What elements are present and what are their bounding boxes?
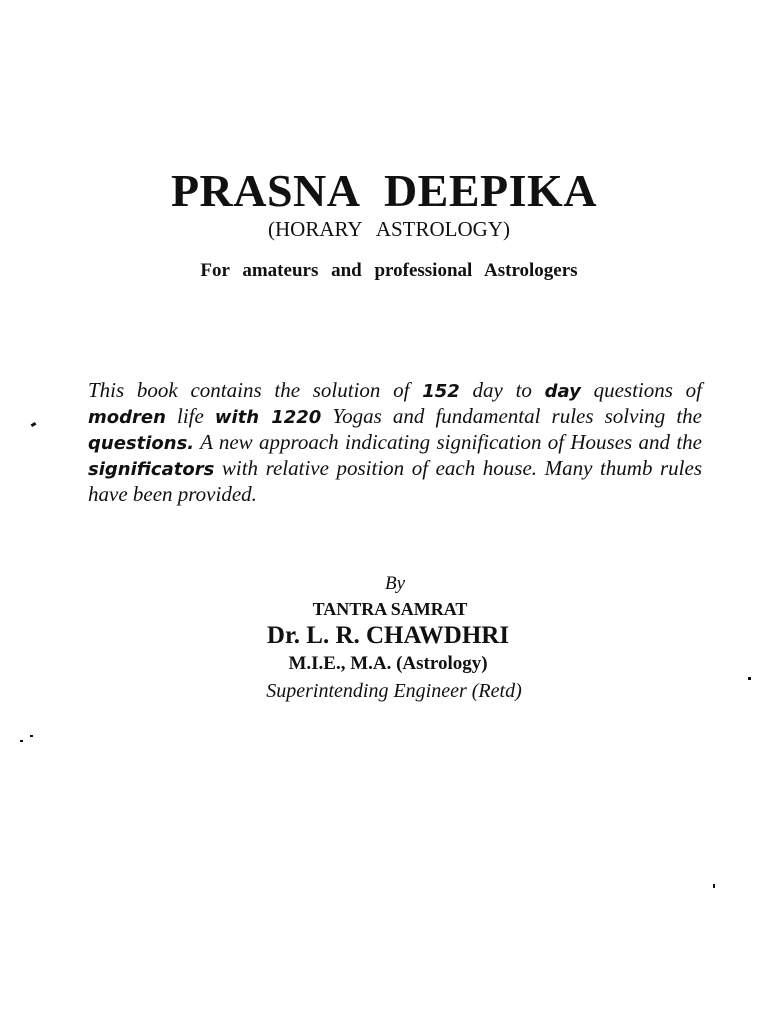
- scan-speck: [31, 422, 37, 427]
- description-emphasis: day: [544, 381, 581, 402]
- book-title: PRASNA DEEPIKA: [170, 165, 598, 216]
- author-name: Dr. L. R. CHAWDHRI: [266, 622, 510, 649]
- audience-line: For amateurs and professional Astrologers: [200, 260, 578, 281]
- book-description: [88, 378, 702, 506]
- description-text: life: [165, 404, 215, 428]
- description-text: with relative position of each house. Many thumb rules have been provided.: [88, 456, 702, 506]
- description-emphasis: modren: [88, 407, 166, 428]
- description-emphasis: questions.: [88, 433, 195, 454]
- scan-speck: [20, 740, 23, 742]
- description-emphasis: 152: [422, 381, 460, 402]
- scan-speck: [30, 735, 33, 737]
- description-text: day to: [459, 378, 545, 402]
- description-text: This book contains the solution of: [88, 378, 423, 402]
- scan-speck: [713, 884, 715, 888]
- book-subtitle: (HORARY ASTROLOGY): [268, 217, 510, 241]
- by-label: By: [384, 573, 406, 594]
- description-text: questions of: [580, 378, 703, 402]
- author-qualifications: M.I.E., M.A. (Astrology): [288, 653, 488, 674]
- description-emphasis: with 1220: [214, 407, 322, 428]
- author-position: Superintending Engineer (Retd): [266, 680, 522, 702]
- scan-speck: [748, 677, 751, 680]
- author-honorific: TANTRA SAMRAT: [312, 599, 468, 619]
- description-text: A new approach indicating signification of Houses and the: [194, 430, 702, 454]
- description-emphasis: significators: [88, 459, 215, 480]
- description-text: Yogas and fundamental rules solving the: [321, 404, 703, 428]
